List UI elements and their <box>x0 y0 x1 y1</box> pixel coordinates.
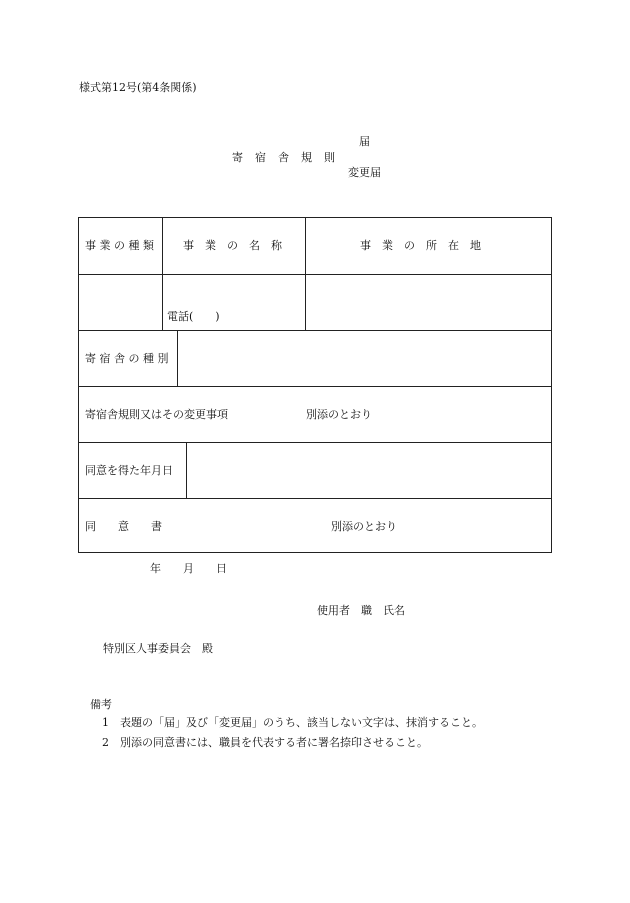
submission-date[interactable]: 年 月 日 <box>150 562 227 575</box>
phone-label: 電話( ) <box>167 310 220 323</box>
business-type-field[interactable] <box>79 275 161 329</box>
header-business-location: 事 業 の 所 在 地 <box>360 239 481 252</box>
note-item: 1 表題の「届」及び「変更届」のうち、該当しない文字は、抹消すること。 <box>102 716 483 729</box>
business-name-field[interactable] <box>163 275 304 309</box>
consent-date-label: 同意を得た年月日 <box>85 464 173 477</box>
notes-heading: 備考 <box>90 698 112 711</box>
header-business-type: 事 業 の 種 類 <box>85 239 154 252</box>
row-divider <box>79 386 551 387</box>
dormitory-type-field[interactable] <box>178 331 552 385</box>
addressee: 特別区人事委員会 殿 <box>103 642 213 655</box>
dormitory-type-label: 寄 宿 舎 の 種 別 <box>85 352 169 365</box>
header-business-name: 事 業 の 名 称 <box>183 239 282 252</box>
rules-change-value: 別添のとおり <box>306 408 372 421</box>
consent-document-value: 別添のとおり <box>331 520 397 533</box>
column-divider <box>162 218 163 330</box>
title-option-notification: 届 <box>359 135 370 148</box>
row-divider <box>79 498 551 499</box>
rules-change-label: 寄宿舎規則又はその変更事項 <box>85 408 228 421</box>
title-option-change-notification: 変更届 <box>348 166 381 179</box>
business-location-field[interactable] <box>306 275 552 329</box>
note-item: 2 別添の同意書には、職員を代表する者に署名捺印させること。 <box>102 736 428 749</box>
document-title: 寄 宿 舎 規 則 <box>232 151 336 164</box>
consent-document-label: 同 意 書 <box>85 520 162 533</box>
application-form-table <box>78 217 552 553</box>
signer-line[interactable]: 使用者 職 氏名 <box>317 604 405 617</box>
consent-date-field[interactable] <box>187 443 552 497</box>
form-number: 様式第12号(第4条関係) <box>79 81 197 94</box>
